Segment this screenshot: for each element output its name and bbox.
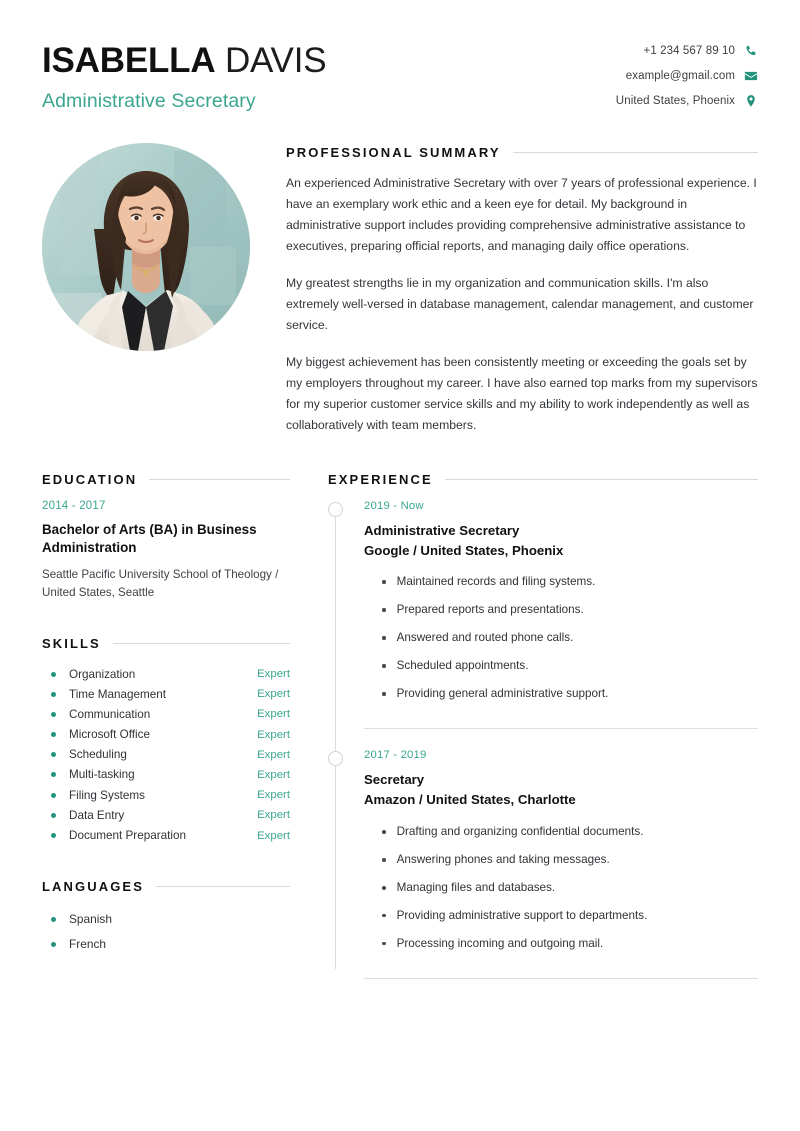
skill-level: Expert — [257, 748, 290, 761]
language-name: Spanish — [69, 912, 112, 927]
candidate-name — [42, 42, 326, 80]
bullet-icon — [51, 752, 56, 757]
bullet-icon — [51, 917, 56, 922]
candidate-photo — [42, 143, 250, 351]
experience-timeline — [328, 500, 758, 980]
summary-paragraph: An experienced Administrative Secretary with over 7 years of professional experience. I have an exemplary work ethic and a keen eye for detail. My background in administrative support includes providing comprehensive administrative assistance to executives, preparing official reports, and managing daily office operations. — [286, 175, 757, 253]
intro-section — [0, 113, 800, 436]
experience-item — [328, 500, 758, 709]
contact-email[interactable] — [626, 69, 758, 83]
summary-paragraph: My greatest strengths lie in my organization and communication skills. I'm also extremely well-versed in database management, calendar management, and customer service. — [286, 275, 754, 332]
duty-text: Answering phones and taking messages. — [396, 852, 610, 866]
summary-heading-label: PROFESSIONAL SUMMARY — [286, 144, 501, 160]
timeline-marker-icon — [328, 751, 343, 766]
duty-text: Managing files and databases. — [396, 880, 556, 894]
experience-duty — [364, 846, 758, 874]
duty-text: Prepared reports and presentations. — [396, 603, 584, 617]
skill-level: Expert — [257, 809, 290, 822]
experience-duty — [364, 930, 758, 958]
contact-phone[interactable] — [644, 44, 758, 58]
duty-text: Maintained records and filing systems. — [396, 575, 596, 589]
language-item — [42, 907, 290, 932]
skill-level: Expert — [257, 708, 290, 721]
bullet-icon — [382, 636, 386, 640]
education-entry — [42, 500, 290, 603]
contact-block — [616, 36, 758, 108]
skills-heading-label: SKILLS — [42, 635, 101, 651]
summary-heading — [286, 145, 758, 160]
skill-name: Document Preparation — [69, 829, 186, 842]
bullet-icon — [51, 772, 56, 777]
envelope-icon — [744, 69, 758, 83]
summary-column — [286, 143, 758, 436]
skill-item — [42, 805, 290, 825]
duty-text: Providing administrative support to departments. — [396, 908, 648, 922]
education-heading — [42, 472, 290, 487]
resume-header — [0, 0, 800, 113]
duty-text: Drafting and organizing confidential documents. — [396, 824, 644, 838]
languages-heading-label: LANGUAGES — [42, 878, 144, 894]
experience-duty — [364, 569, 758, 597]
heading-rule — [513, 152, 758, 153]
skill-level: Expert — [257, 688, 290, 701]
experience-item — [328, 749, 758, 958]
skill-level: Expert — [257, 728, 290, 741]
experience-duty — [364, 818, 758, 846]
bullet-icon — [382, 942, 386, 946]
experience-divider — [364, 728, 758, 729]
skill-name: Multi-tasking — [69, 768, 135, 782]
bullet-icon — [382, 914, 386, 918]
body-columns — [0, 436, 800, 1000]
experience-duty — [364, 653, 758, 681]
skill-name: Time Management — [69, 687, 167, 701]
experience-divider — [364, 978, 758, 979]
skill-item — [42, 825, 290, 845]
bullet-icon — [382, 830, 386, 834]
education-section — [42, 472, 290, 603]
skill-name: Communication — [69, 707, 151, 721]
skill-item — [42, 704, 290, 724]
identity-block — [42, 36, 326, 113]
contact-location[interactable] — [616, 94, 758, 108]
skill-item — [42, 684, 290, 704]
bullet-icon — [382, 692, 386, 696]
skill-item — [42, 785, 290, 805]
contact-email-text: example@gmail.com — [625, 70, 735, 82]
experience-heading — [328, 472, 758, 487]
education-heading-label: EDUCATION — [42, 471, 138, 487]
duty-text: Answered and routed phone calls. — [396, 631, 574, 645]
skill-item — [42, 745, 290, 765]
candidate-first-name: ISABELLA — [42, 41, 216, 80]
skill-level: Expert — [257, 668, 290, 680]
heading-rule — [149, 479, 290, 480]
experience-duty — [364, 902, 758, 930]
bullet-icon — [382, 886, 386, 890]
skill-name: Organization — [69, 667, 136, 681]
photo-column — [42, 143, 250, 436]
bullet-icon — [51, 732, 56, 737]
language-name: French — [69, 937, 107, 952]
duty-text: Processing incoming and outgoing mail. — [396, 936, 604, 950]
education-date: 2014 - 2017 — [42, 499, 106, 512]
languages-heading — [42, 879, 290, 894]
skill-item — [42, 664, 290, 684]
candidate-last-name-text: DAVIS — [224, 41, 327, 80]
skills-section — [42, 636, 290, 846]
heading-rule — [113, 643, 290, 644]
bullet-icon — [51, 813, 56, 818]
skill-name: Data Entry — [69, 808, 125, 822]
experience-date: 2017 - 2019 — [364, 749, 427, 762]
experience-company: Amazon / United States, Charlotte — [364, 792, 576, 808]
skill-level: Expert — [257, 789, 290, 802]
languages-section — [42, 879, 290, 957]
skill-level: Expert — [257, 768, 290, 781]
skill-level: Expert — [257, 829, 290, 842]
experience-duty — [364, 681, 758, 709]
bullet-icon — [382, 608, 386, 612]
skill-name: Microsoft Office — [69, 728, 150, 742]
contact-location-text: United States, Phoenix — [615, 95, 735, 107]
experience-heading-label: EXPERIENCE — [328, 471, 433, 487]
heading-rule — [156, 886, 290, 887]
education-school: Seattle Pacific University School of Theology / United States, Seattle — [42, 567, 279, 600]
duty-text: Providing general administrative support. — [396, 687, 609, 700]
language-item — [42, 932, 290, 957]
candidate-job-title: Administrative Secretary — [42, 89, 256, 112]
skill-name: Filing Systems — [69, 788, 145, 802]
right-column — [328, 472, 758, 1000]
education-degree: Bachelor of Arts (BA) in Business Administration — [42, 521, 257, 555]
phone-icon — [744, 44, 758, 58]
experience-role: Secretary — [364, 772, 425, 788]
bullet-icon — [51, 712, 56, 717]
bullet-icon — [382, 664, 386, 668]
bullet-icon — [382, 858, 386, 862]
bullet-icon — [51, 942, 56, 947]
location-pin-icon — [744, 94, 758, 108]
experience-company: Google / United States, Phoenix — [364, 542, 564, 558]
skill-item — [42, 765, 290, 785]
bullet-icon — [382, 580, 386, 584]
skill-item — [42, 724, 290, 744]
left-column — [42, 472, 290, 957]
bullet-icon — [51, 833, 56, 838]
portrait-illustration — [42, 143, 250, 351]
skills-heading — [42, 636, 290, 651]
summary-paragraph: My biggest achievement has been consistently meeting or exceeding the goals set by my employers throughout my career. I have also earned top marks from my supervisors for my superior customer service skills and my ability to work independently as well as collaboratively with team members. — [286, 354, 758, 432]
bullet-icon — [51, 692, 56, 697]
experience-duty — [364, 625, 758, 653]
timeline-marker-icon — [328, 502, 343, 517]
duty-text: Scheduled appointments. — [396, 659, 529, 673]
skill-name: Scheduling — [69, 748, 127, 762]
experience-duty — [364, 874, 758, 902]
heading-rule — [445, 479, 758, 480]
experience-date: 2019 - Now — [364, 499, 424, 512]
experience-role: Administrative Secretary — [364, 522, 520, 538]
candidate-last-name — [215, 41, 225, 80]
bullet-icon — [51, 793, 56, 798]
contact-phone-text: +1 234 567 89 10 — [643, 45, 735, 57]
experience-duty — [364, 597, 758, 625]
bullet-icon — [51, 672, 56, 677]
